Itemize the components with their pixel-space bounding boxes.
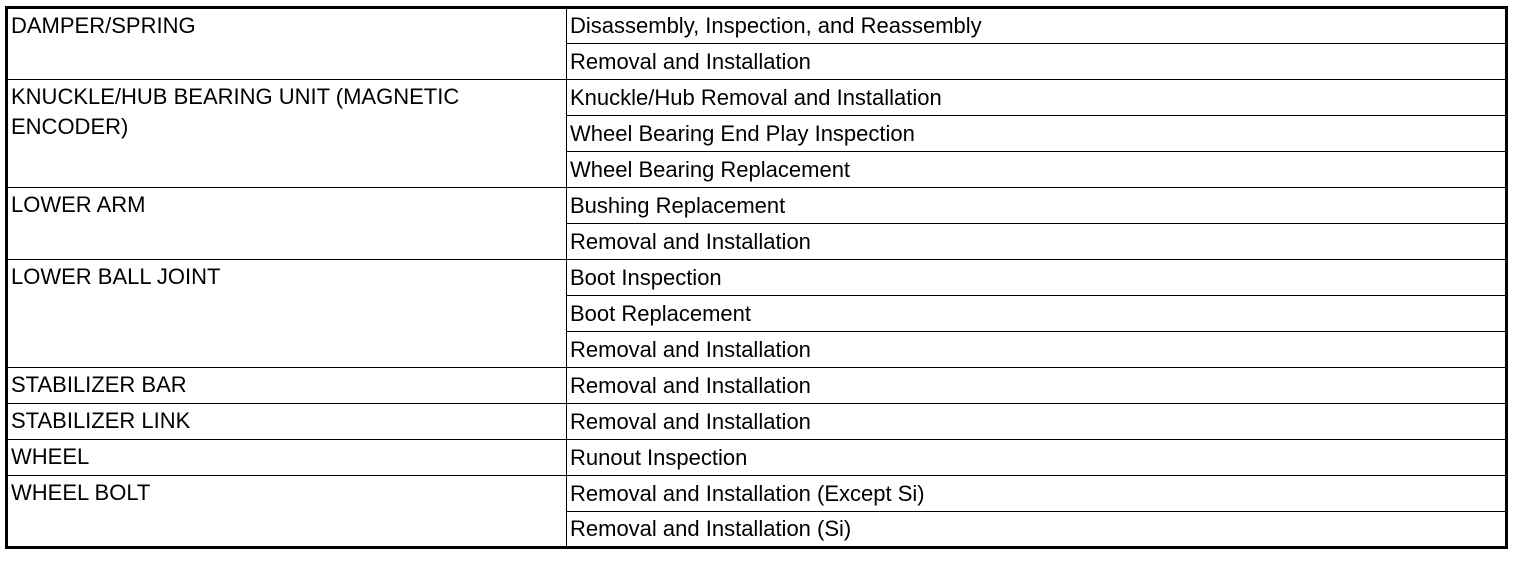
procedure-link[interactable]: Removal and Installation bbox=[567, 224, 1507, 260]
table-row bbox=[7, 80, 1507, 116]
procedure-table bbox=[5, 6, 1508, 549]
procedure-link[interactable]: Removal and Installation (Si) bbox=[567, 512, 1507, 548]
component-cell: LOWER BALL JOINT bbox=[7, 260, 567, 368]
procedure-link[interactable]: Removal and Installation (Except Si) bbox=[567, 476, 1507, 512]
procedure-link[interactable]: Wheel Bearing End Play Inspection bbox=[567, 116, 1507, 152]
procedure-link[interactable]: Removal and Installation bbox=[567, 332, 1507, 368]
procedure-link[interactable]: Bushing Replacement bbox=[567, 188, 1507, 224]
component-cell: KNUCKLE/HUB BEARING UNIT (MAGNETIC ENCODER) bbox=[7, 80, 567, 188]
component-cell: STABILIZER BAR bbox=[7, 368, 567, 404]
table-row bbox=[7, 188, 1507, 224]
procedure-link[interactable]: Disassembly, Inspection, and Reassembly bbox=[567, 8, 1507, 44]
component-cell: WHEEL bbox=[7, 440, 567, 476]
table-row bbox=[7, 404, 1507, 440]
table-row bbox=[7, 260, 1507, 296]
table-body bbox=[7, 8, 1507, 548]
component-cell: DAMPER/SPRING bbox=[7, 8, 567, 80]
procedure-link[interactable]: Boot Inspection bbox=[567, 260, 1507, 296]
procedure-link[interactable]: Removal and Installation bbox=[567, 368, 1507, 404]
table-row bbox=[7, 476, 1507, 512]
table-row bbox=[7, 8, 1507, 44]
table-row bbox=[7, 440, 1507, 476]
component-cell: LOWER ARM bbox=[7, 188, 567, 260]
procedure-link[interactable]: Knuckle/Hub Removal and Installation bbox=[567, 80, 1507, 116]
procedure-link[interactable]: Boot Replacement bbox=[567, 296, 1507, 332]
component-cell: WHEEL BOLT bbox=[7, 476, 567, 548]
procedure-link[interactable]: Runout Inspection bbox=[567, 440, 1507, 476]
procedure-link[interactable]: Removal and Installation bbox=[567, 44, 1507, 80]
procedure-link[interactable]: Removal and Installation bbox=[567, 404, 1507, 440]
table-row bbox=[7, 368, 1507, 404]
component-cell: STABILIZER LINK bbox=[7, 404, 567, 440]
procedure-link[interactable]: Wheel Bearing Replacement bbox=[567, 152, 1507, 188]
